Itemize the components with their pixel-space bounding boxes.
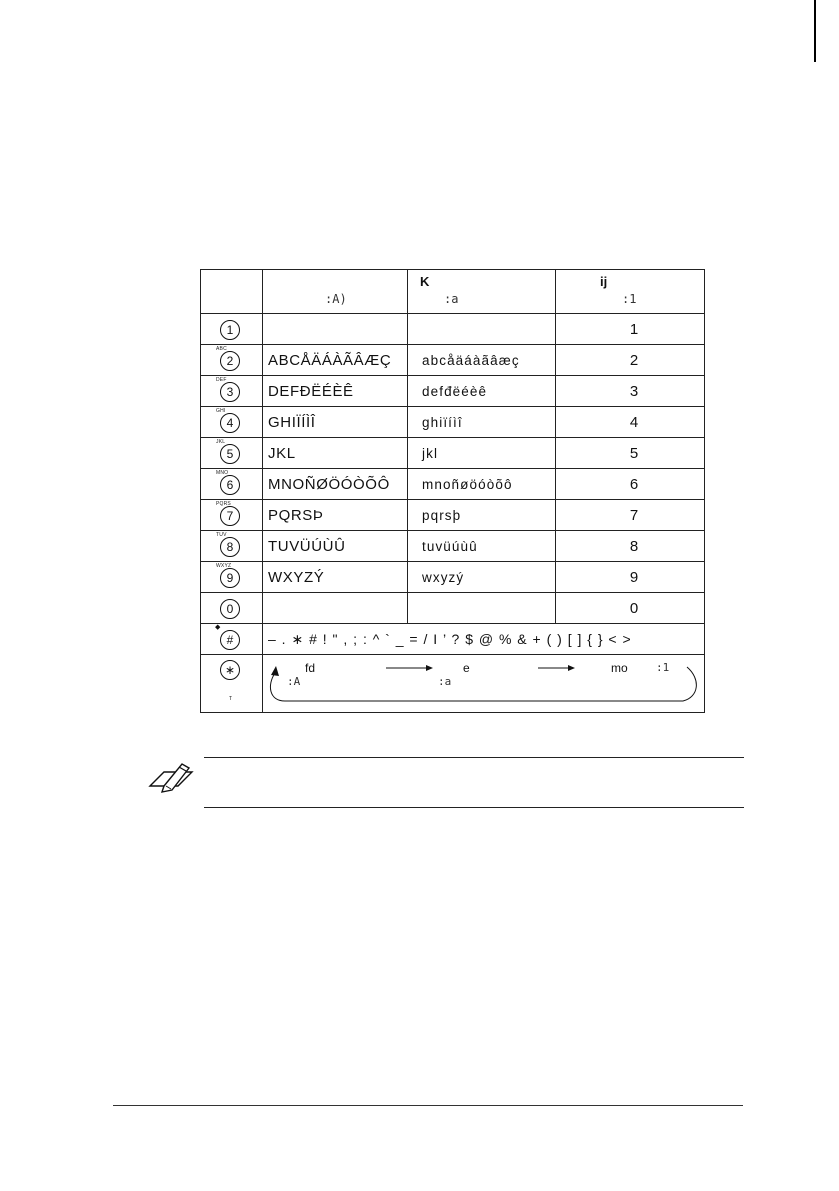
header-number-mode: :1 [622, 292, 637, 306]
key-cell [201, 562, 263, 593]
key-cell [201, 531, 263, 562]
table-row [201, 500, 705, 531]
key-cell-hash [201, 624, 263, 655]
key-letters-label: JKL [216, 439, 226, 445]
uppercase-cell: TUVÜÚÙÛ [263, 531, 408, 562]
key-cell [201, 469, 263, 500]
cycle-arrow-icon [263, 655, 704, 712]
key-cell [201, 500, 263, 531]
pencil-note-icon [148, 760, 196, 796]
key-7-icon: 7 [220, 506, 240, 526]
uppercase-cell [263, 593, 408, 624]
table-header-row [201, 270, 705, 314]
footer-rule [113, 1105, 743, 1106]
key-hash-icon: # [220, 630, 240, 650]
uppercase-cell: WXYZÝ [263, 562, 408, 593]
number-cell: 4 [556, 407, 705, 438]
mode-cycle-cell [263, 655, 705, 713]
cycle-step-2-mode: :a [438, 675, 452, 688]
key-0-icon: 0 [220, 599, 240, 619]
uppercase-cell: MNOÑØÖÓÒÕÔ [263, 469, 408, 500]
cycle-step-3-mode: :1 [656, 661, 670, 674]
symbol-cell: – . ∗ # ! " , ; : ^ ` _ = / I ’ ? $ @ % & + ( ) [ ] { } < > [263, 624, 705, 655]
key-letters-label: GHI [216, 408, 226, 414]
diamond-icon: ◆ [215, 624, 221, 631]
key-6-icon: 6 [220, 475, 240, 495]
header-lowercase-cell [408, 270, 556, 314]
key-cell [201, 438, 263, 469]
lowercase-cell: defđëéèê [408, 376, 556, 407]
table-row [201, 407, 705, 438]
header-lowercase-mode: :a [444, 292, 459, 306]
header-number-title: ij [600, 274, 608, 289]
header-uppercase-mode: :A) [325, 292, 347, 306]
lowercase-cell [408, 314, 556, 345]
uppercase-cell: PQRSÞ [263, 500, 408, 531]
lowercase-cell [408, 593, 556, 624]
table-row [201, 593, 705, 624]
key-cell [201, 345, 263, 376]
note-top-rule [204, 757, 744, 758]
uppercase-cell: DEFĐËÉÈÊ [263, 376, 408, 407]
lowercase-cell: pqrsþ [408, 500, 556, 531]
table-row [201, 562, 705, 593]
key-4-icon: 4 [220, 413, 240, 433]
uppercase-cell: JKL [263, 438, 408, 469]
key-8-icon: 8 [220, 537, 240, 557]
cycle-step-1-label: fd [305, 661, 316, 675]
key-letters-label: MNO [216, 470, 229, 476]
table-row [201, 345, 705, 376]
number-cell: 2 [556, 345, 705, 376]
key-cell [201, 314, 263, 345]
key-letters-label: DEF [216, 377, 227, 383]
lowercase-cell: wxyzý [408, 562, 556, 593]
cycle-step-3-label: mo [611, 661, 628, 675]
key-letters-label: ABC [216, 346, 227, 352]
note-bottom-rule [204, 807, 744, 808]
number-cell: 0 [556, 593, 705, 624]
key-letters-label: TUV [216, 532, 227, 538]
header-key-cell [201, 270, 263, 314]
uppercase-cell [263, 314, 408, 345]
lowercase-cell: jkl [408, 438, 556, 469]
cycle-step-1-mode: :A [287, 675, 301, 688]
key-3-icon: 3 [220, 382, 240, 402]
key-letters-label: PQRS [216, 501, 231, 507]
key-5-icon: 5 [220, 444, 240, 464]
number-cell: 8 [556, 531, 705, 562]
uppercase-cell: ABCÅÄÁÀÃÂÆÇ [263, 345, 408, 376]
page-edge-rule [814, 0, 816, 62]
cycle-step-2-label: e [463, 661, 470, 675]
number-cell: 5 [556, 438, 705, 469]
header-uppercase-cell [263, 270, 408, 314]
table-row-hash [201, 624, 705, 655]
number-cell: 6 [556, 469, 705, 500]
key-cell [201, 593, 263, 624]
header-lowercase-title: K [420, 274, 430, 289]
lowercase-cell: ghiïíìî [408, 407, 556, 438]
lowercase-cell: abcåäáàãâæç [408, 345, 556, 376]
key-cell [201, 376, 263, 407]
key-letters-label: WXYZ [216, 563, 232, 569]
lowercase-cell: tuvüúùû [408, 531, 556, 562]
table-row [201, 438, 705, 469]
character-table [200, 269, 705, 713]
number-cell: 3 [556, 376, 705, 407]
key-star-tiny-label: T [229, 696, 233, 702]
lowercase-cell: mnoñøöóòõô [408, 469, 556, 500]
number-cell: 7 [556, 500, 705, 531]
key-cell-star [201, 655, 263, 713]
table-row [201, 314, 705, 345]
key-star-icon: ∗ [220, 660, 240, 680]
table-row-star [201, 655, 705, 713]
key-9-icon: 9 [220, 568, 240, 588]
key-cell [201, 407, 263, 438]
key-2-icon: 2 [220, 351, 240, 371]
number-cell: 1 [556, 314, 705, 345]
number-cell: 9 [556, 562, 705, 593]
uppercase-cell: GHIÏÍÌÎ [263, 407, 408, 438]
key-1-icon: 1 [220, 320, 240, 340]
table-row [201, 469, 705, 500]
table-row [201, 531, 705, 562]
table-row [201, 376, 705, 407]
header-number-cell [556, 270, 705, 314]
